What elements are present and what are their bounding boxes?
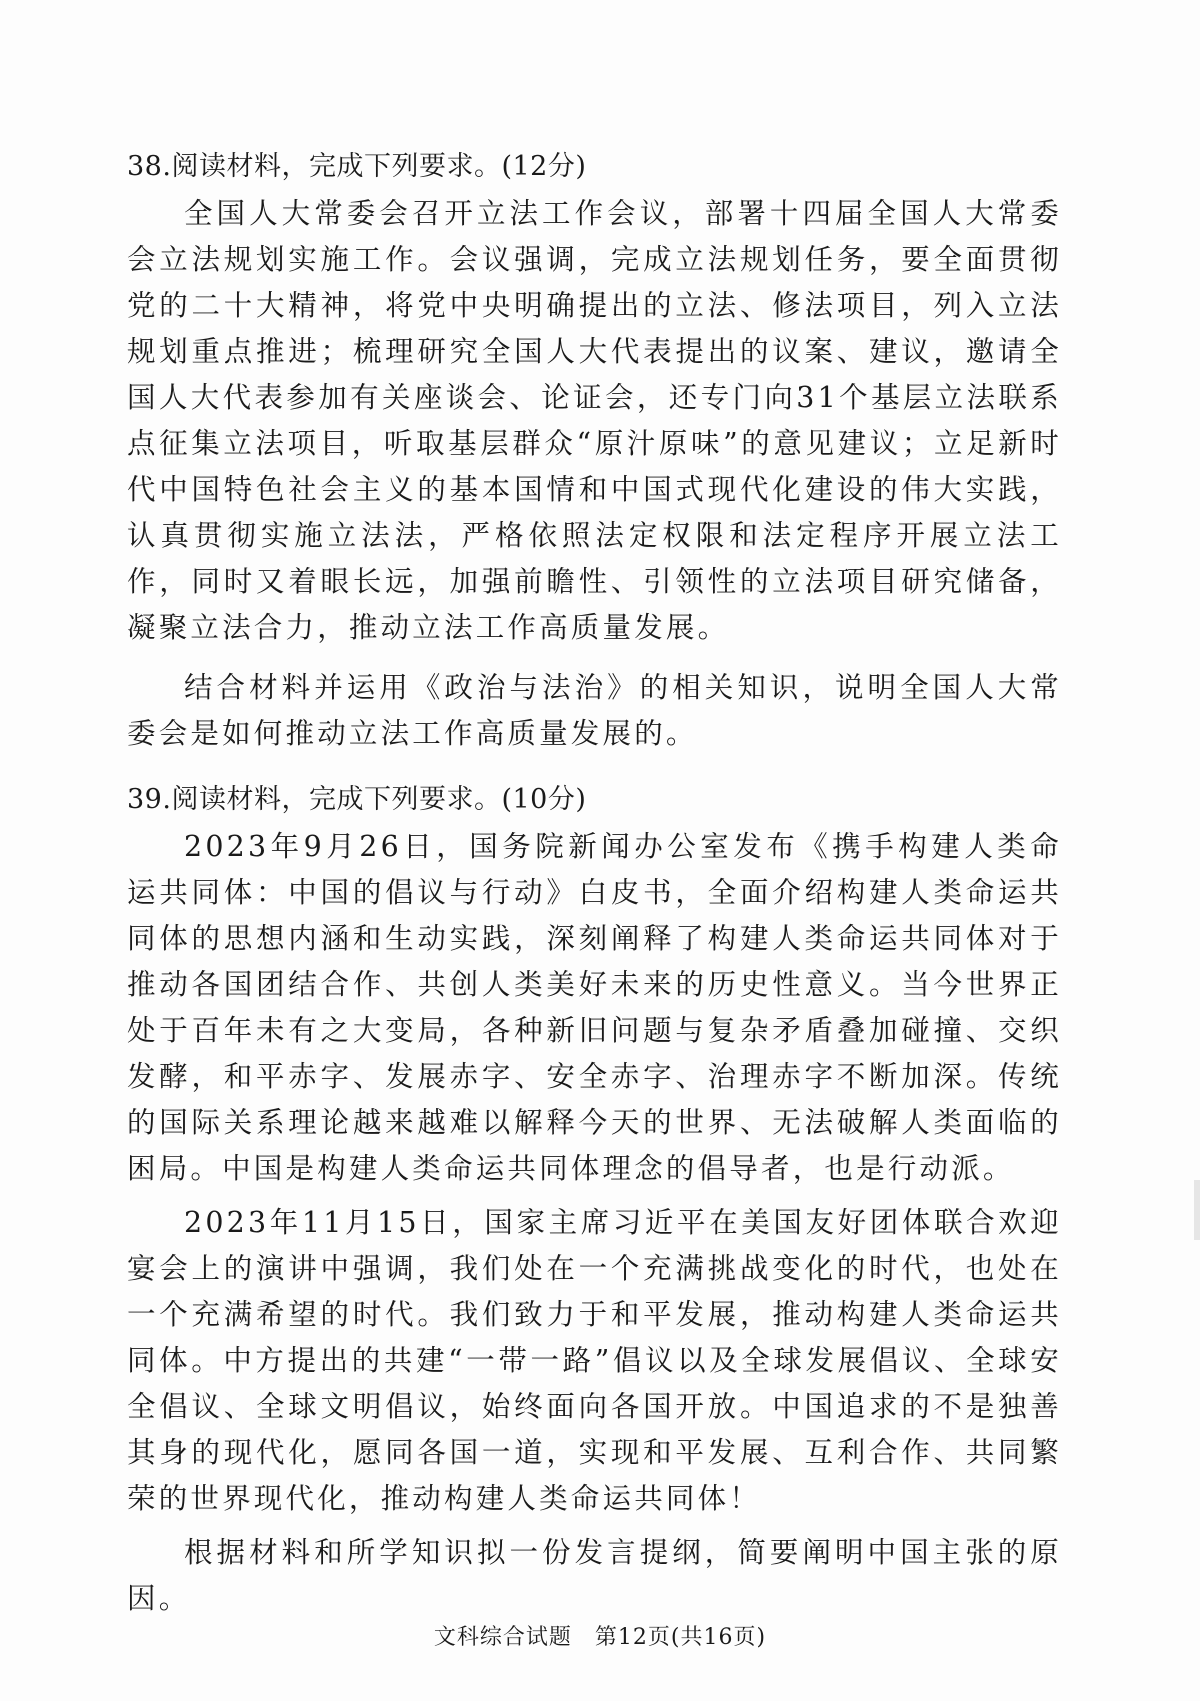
question-39-material-1: 2023年9月26日，国务院新闻办公室发布《携手构建人类命运共同体：中国的倡议与行动》白皮书，全面介绍构建人类命运共同体的思想内涵和生动实践，深刻阐释了构建人类命运共同体对于推动各国团结合作、共创人类美好未来的历史性意义。当今世界正处于百年未有之大变局，各种新旧问题与复杂矛盾叠加碰撞、交织发酵，和平赤字、发展赤字、安全赤字、治理赤字不断加深。传统的国际关系理论越来越难以解释今天的世界、无法破解人类面临的困局。中国是构建人类命运共同体理念的倡导者，也是行动派。 [127,830,1062,1185]
page-footer: 文科综合试题 第12页(共16页) [433,1625,767,1650]
question-39 [127,780,1062,1622]
question-38-heading: 38.阅读材料，完成下列要求。(12分) [127,151,587,182]
question-38-requirement: 结合材料并运用《政治与法治》的相关知识，说明全国人大常委会是如何推动立法工作高质量发展的。 [127,671,1062,750]
question-38 [127,147,1062,757]
question-39-heading: 39.阅读材料，完成下列要求。(10分) [127,784,587,815]
question-39-requirement: 根据材料和所学知识拟一份发言提纲，简要阐明中国主张的原因。 [127,1536,1062,1615]
scan-edge-mark [1194,1180,1200,1240]
question-38-material: 全国人大常委会召开立法工作会议，部署十四届全国人大常委会立法规划实施工作。会议强调，完成立法规划任务，要全面贯彻党的二十大精神，将党中央明确提出的立法、修法项目，列入立法规划重点推进；梳理研究全国人大代表提出的议案、建议，邀请全国人大代表参加有关座谈会、论证会，还专门向31个基层立法联系点征集立法项目，听取基层群众“原汁原味”的意见建议；立足新时代中国特色社会主义的基本国情和中国式现代化建设的伟大实践，认真贯彻实施立法法，严格依照法定权限和法定程序开展立法工作，同时又着眼长远，加强前瞻性、引领性的立法项目研究储备，凝聚立法合力，推动立法工作高质量发展。 [127,197,1062,644]
question-39-material-2: 2023年11月15日，国家主席习近平在美国友好团体联合欢迎宴会上的演讲中强调，我们处在一个充满挑战变化的时代，也处在一个充满希望的时代。我们致力于和平发展，推动构建人类命运共同体。中方提出的共建“一带一路”倡议以及全球发展倡议、全球安全倡议、全球文明倡议，始终面向各国开放。中国追求的不是独善其身的现代化，愿同各国一道，实现和平发展、互利合作、共同繁荣的世界现代化，推动构建人类命运共同体！ [127,1206,1062,1515]
